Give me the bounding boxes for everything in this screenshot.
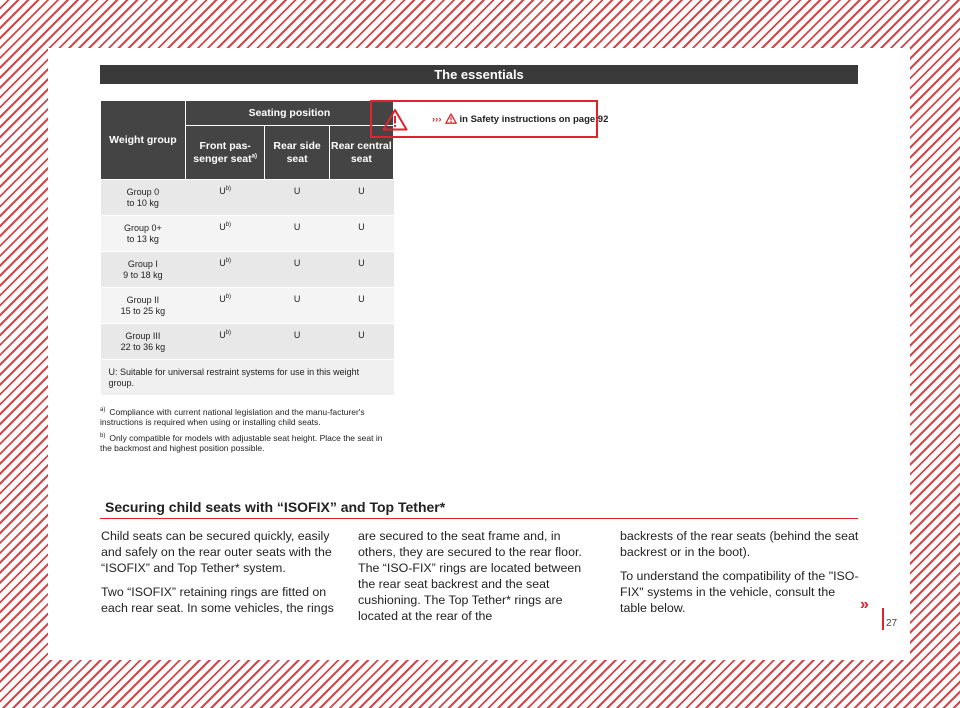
table-row bbox=[101, 180, 394, 216]
text-column-2 bbox=[358, 528, 598, 632]
rear-central-cell: U bbox=[329, 288, 393, 324]
reference-text: in Safety instructions on page 92 bbox=[459, 114, 609, 125]
rear-side-cell: U bbox=[265, 180, 329, 216]
table-row bbox=[101, 216, 394, 252]
front-seat-cell: $U^{b)}$ bbox=[185, 324, 265, 360]
reference-arrows: ››› bbox=[432, 114, 442, 125]
weight-group-cell: Group II 15 to 25 kg bbox=[101, 288, 186, 324]
page-number-rule bbox=[882, 608, 884, 630]
footnote: $^{b)}$ Only compatible for models with adjustable seat height. Place the seat in the backmost and highest position possible. bbox=[100, 432, 383, 454]
text-column-3 bbox=[620, 528, 860, 624]
rear-central-cell: U bbox=[329, 252, 393, 288]
paragraph: backrests of the rear seats (behind the seat backrest or in the boot). bbox=[620, 529, 859, 559]
child-seat-table bbox=[100, 100, 394, 396]
front-seat-cell: $U^{b)}$ bbox=[185, 180, 265, 216]
safety-warning-box bbox=[370, 100, 609, 138]
paragraph: Child seats can be secured quickly, easily and safely on the rear outer seats with the “ISOFIX” and Top Tether* system. bbox=[101, 529, 332, 575]
header-weight-group: Weight group bbox=[101, 101, 186, 180]
warning-triangle-icon bbox=[382, 108, 408, 136]
page-header: The essentials bbox=[100, 65, 858, 84]
rear-side-cell: U bbox=[265, 288, 329, 324]
rear-central-cell: U bbox=[329, 216, 393, 252]
page-number: 27 bbox=[886, 618, 898, 629]
rear-central-cell: U bbox=[329, 180, 393, 216]
table-note-row bbox=[101, 360, 394, 396]
rear-side-cell: U bbox=[265, 324, 329, 360]
weight-group-cell: Group 0+ to 13 kg bbox=[101, 216, 186, 252]
front-seat-cell: $U^{b)}$ bbox=[185, 216, 265, 252]
footnotes bbox=[100, 405, 394, 457]
paragraph: are secured to the seat frame and, in others, they are secured to the rear floor. The “ISO-FIX” rings are located between the rear seat backrest and the seat cushioning. The Top Tether* rings are located at the rear of the bbox=[358, 529, 582, 623]
weight-group-cell: Group I 9 to 18 kg bbox=[101, 252, 186, 288]
front-seat-cell: $U^{b)}$ bbox=[185, 288, 265, 324]
rear-central-cell: U bbox=[329, 324, 393, 360]
section-divider bbox=[100, 518, 858, 519]
weight-group-cell: Group 0 to 10 kg bbox=[101, 180, 186, 216]
table-row bbox=[101, 252, 394, 288]
table-note: U: Suitable for universal restraint systems for use in this weight group. bbox=[101, 360, 394, 396]
text-column-1 bbox=[101, 528, 341, 624]
section-title: Securing child seats with “ISOFIX” and Top Tether* bbox=[105, 499, 446, 515]
header-rear-central-seat: Rear central seat bbox=[329, 126, 393, 180]
table-row bbox=[101, 288, 394, 324]
safety-reference[interactable] bbox=[432, 113, 608, 127]
header-rear-side-seat: Rear side seat bbox=[265, 126, 329, 180]
header-front-passenger-seat: Front pas-senger seat$^{a)}$ bbox=[185, 126, 265, 180]
manual-page bbox=[48, 48, 910, 660]
rear-side-cell: U bbox=[265, 252, 329, 288]
weight-group-cell: Group III 22 to 36 kg bbox=[101, 324, 186, 360]
table-row bbox=[101, 324, 394, 360]
rear-side-cell: U bbox=[265, 216, 329, 252]
header-seating-position: Seating position bbox=[185, 101, 393, 126]
continue-arrow-icon: » bbox=[860, 596, 869, 613]
small-warning-icon bbox=[445, 113, 457, 127]
front-seat-cell: $U^{b)}$ bbox=[185, 252, 265, 288]
footnote: $^{a)}$ Compliance with current national legislation and the manu-facturer's instructions is required when using or installing child seats. bbox=[100, 406, 365, 428]
paragraph: To understand the compatibility of the "ISO-FIX" systems in the vehicle, consult the table below. bbox=[620, 569, 859, 615]
paragraph: Two “ISOFIX” retaining rings are fitted on each rear seat. In some vehicles, the rings bbox=[101, 585, 334, 615]
